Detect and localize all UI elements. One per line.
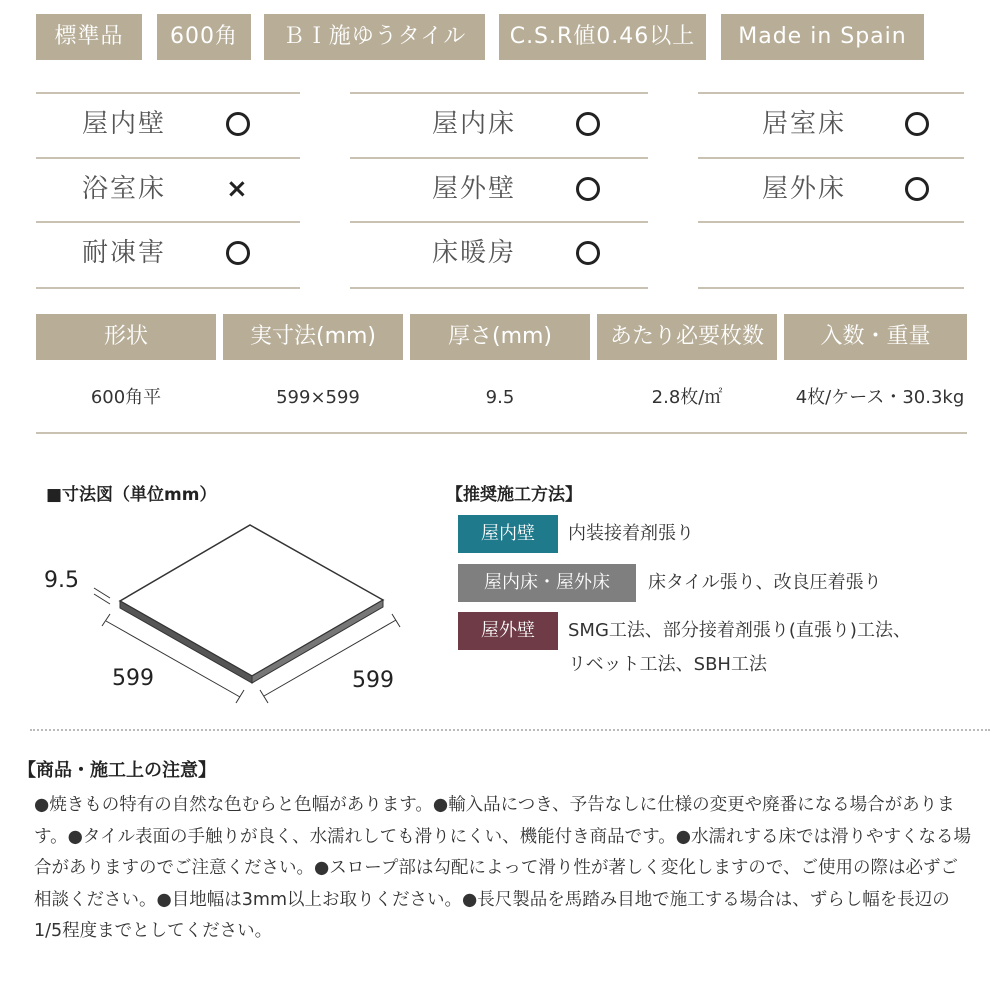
usage-label-living-floor: 居室床 (762, 109, 847, 139)
method-text-indoor-wall: 内装接着剤張り (568, 523, 694, 544)
circle-icon (226, 241, 250, 265)
usage-label-outdoor-floor: 屋外床 (762, 174, 847, 204)
circle-icon (576, 241, 600, 265)
usage-label-frost-resistance: 耐凍害 (82, 238, 167, 268)
spec-header-count-per-sqm: あたり必要枚数 (597, 314, 777, 360)
method-label-floor: 屋内床・屋外床 (458, 564, 636, 602)
circle-icon (576, 112, 600, 136)
spec-header-quantity-weight: 入数・重量 (784, 314, 967, 360)
spec-header-shape: 形状 (36, 314, 216, 360)
method-text-floor: 床タイル張り、改良圧着張り (648, 572, 882, 593)
method-label-outdoor-wall: 屋外壁 (458, 612, 558, 650)
tag-size: 600角 (157, 14, 251, 60)
dimension-thickness-label: 9.5 (44, 568, 79, 593)
notes-body: ●焼きもの特有の自然な色むらと色幅があります。●輸入品につき、予告なしに仕様の変更や廃番になる場合があります。●タイル表面の手触りが良く、水濡れしても滑りにくい、機能付き商品です。●水濡れする床では滑りやすくなる場合がありますのでご注意ください。●スロープ部は勾配によって滑り性が著しく変化しますので、ご使用の際は必ずご相談ください。●目地幅は3mm以上お取りください。●長尺製品を馬踏み目地で施工する場合は、ずらし幅を長辺の1/5程度までとしてください。 (34, 795, 972, 941)
spec-cell-count-per-sqm: 2.8枚/㎡ (651, 387, 723, 408)
circle-icon (576, 177, 600, 201)
spec-cell-thickness: 9.5 (485, 387, 515, 408)
method-label-indoor-wall: 屋内壁 (458, 515, 558, 553)
tag-csr-value: C.S.R値0.46以上 (499, 14, 706, 60)
usage-label-outdoor-wall: 屋外壁 (432, 174, 517, 204)
circle-icon (905, 177, 929, 201)
spec-cell-quantity-weight: 4枚/ケース・30.3kg (795, 387, 965, 408)
spec-cell-size: 599×599 (276, 387, 360, 408)
cross-icon: × (226, 174, 248, 204)
methods-title: 【推奨施工方法】 (446, 485, 582, 505)
circle-icon (226, 112, 250, 136)
usage-label-bath-floor: 浴室床 (82, 174, 167, 204)
tile-top-face (120, 525, 383, 676)
tag-glaze-type: ＢＩ施ゆうタイル (264, 14, 485, 60)
circle-icon (905, 112, 929, 136)
method-text-outdoor-wall: SMG工法、部分接着剤張り(直張り)工法、 (568, 620, 911, 641)
tag-origin: Made in Spain (721, 14, 924, 60)
notes-title: 【商品・施工上の注意】 (18, 760, 216, 781)
spec-header-size: 実寸法(mm) (223, 314, 403, 360)
dimension-width-label: 599 (112, 666, 154, 691)
spec-table-bottom-rule (36, 432, 967, 434)
usage-label-floor-heating: 床暖房 (432, 238, 517, 268)
spec-header-thickness: 厚さ(mm) (410, 314, 590, 360)
tag-standard: 標準品 (36, 14, 142, 60)
spec-cell-shape: 600角平 (90, 387, 162, 408)
section-divider (30, 729, 990, 731)
usage-label-indoor-wall: 屋内壁 (82, 109, 167, 139)
dimension-title: ■寸法図（単位mm） (46, 485, 217, 505)
method-text-outdoor-wall-cont: リベット工法、SBH工法 (568, 654, 767, 675)
dimension-depth-label: 599 (352, 668, 394, 693)
usage-label-indoor-floor: 屋内床 (432, 109, 517, 139)
